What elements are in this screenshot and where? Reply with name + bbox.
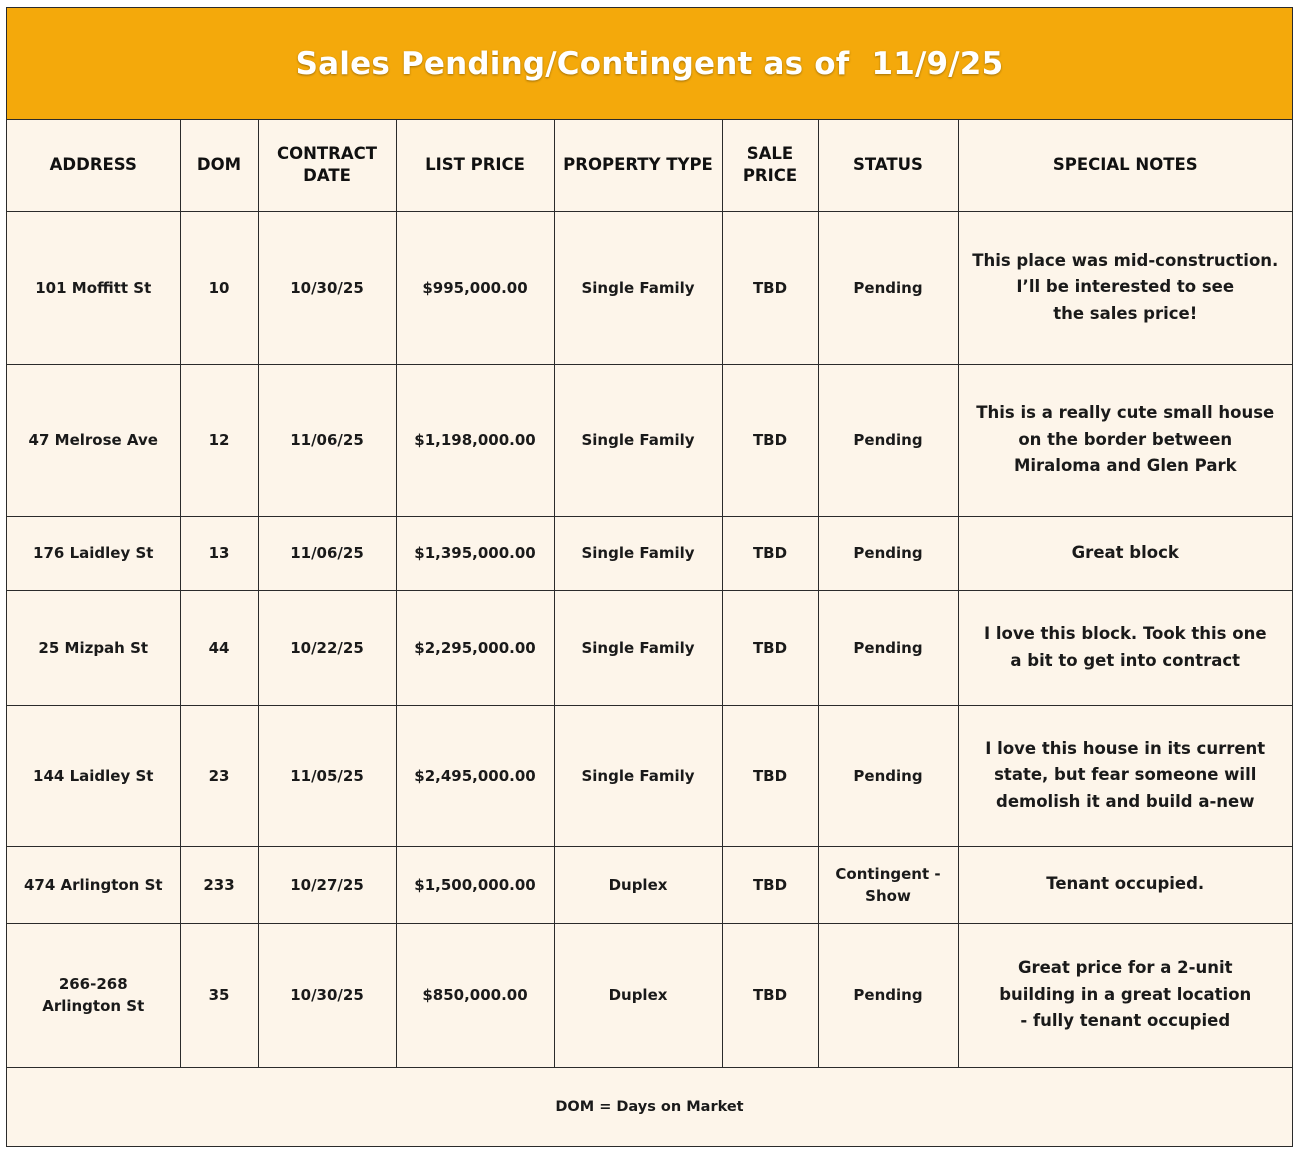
- notes-line: Miraloma and Glen Park: [1013, 456, 1237, 476]
- address-cell: [7, 364, 180, 516]
- column-header-dom: [180, 119, 258, 211]
- property-type-cell: Single Family: [554, 364, 722, 516]
- notes-line: Great price for a 2-unit: [1017, 958, 1233, 978]
- address-cell: [7, 590, 180, 705]
- status-cell: [818, 364, 958, 516]
- notes-line: demolish it and build a-new: [996, 791, 1255, 811]
- notes-cell: [958, 705, 1292, 846]
- status-line: Pending: [853, 278, 923, 297]
- column-header-contract-date-line: DATE: [303, 165, 351, 185]
- column-header-sale-price-line: SALE: [746, 143, 794, 163]
- dom-cell: 44: [180, 590, 258, 705]
- notes-cell: [958, 364, 1292, 516]
- column-header-list-price-line: LIST PRICE: [425, 154, 525, 174]
- contract-date-cell: 11/05/25: [258, 705, 396, 846]
- status-cell: [818, 590, 958, 705]
- status-cell: [818, 705, 958, 846]
- table-row: [7, 923, 1292, 1067]
- property-type-cell: Single Family: [554, 590, 722, 705]
- notes-line: state, but fear someone will: [994, 765, 1257, 785]
- dom-cell: 233: [180, 846, 258, 923]
- notes-cell: [958, 211, 1292, 364]
- property-type-cell: Single Family: [554, 705, 722, 846]
- report-title: Sales Pending/Contingent as of 11/9/25: [295, 45, 1004, 82]
- sale-price-cell: TBD: [722, 364, 818, 516]
- table-row: [7, 211, 1292, 364]
- contract-date-cell: 11/06/25: [258, 364, 396, 516]
- status-cell: [818, 516, 958, 590]
- address-line: 176 Laidley St: [33, 544, 154, 562]
- column-header-address-line: ADDRESS: [49, 154, 137, 174]
- dom-cell: 35: [180, 923, 258, 1067]
- column-header-address: [7, 119, 180, 211]
- notes-line: building in a great location: [999, 984, 1252, 1004]
- list-price-cell: $1,395,000.00: [396, 516, 554, 590]
- address-line: 25 Mizpah St: [38, 638, 149, 657]
- notes-line: This is a really cute small house: [976, 403, 1275, 423]
- title-banner: [7, 8, 1292, 120]
- status-cell: [818, 211, 958, 364]
- sale-price-cell: TBD: [722, 846, 818, 923]
- sale-price-cell: TBD: [722, 923, 818, 1067]
- address-line: 144 Laidley St: [33, 766, 154, 785]
- property-type-cell: Duplex: [554, 923, 722, 1067]
- notes-line: a bit to get into contract: [1010, 650, 1241, 670]
- address-line: 266-268: [58, 975, 128, 993]
- column-header-status: [818, 119, 958, 211]
- sales-report-sheet: [6, 7, 1293, 1147]
- address-cell: [7, 211, 180, 364]
- list-price-cell: $2,495,000.00: [396, 705, 554, 846]
- address-line: 474 Arlington St: [23, 875, 163, 894]
- notes-line: on the border between: [1018, 429, 1233, 449]
- list-price-cell: $1,198,000.00: [396, 364, 554, 516]
- column-header-contract-date: [258, 119, 396, 211]
- list-price-cell: $1,500,000.00: [396, 846, 554, 923]
- property-type-cell: Single Family: [554, 211, 722, 364]
- notes-line: I love this house in its current: [985, 738, 1266, 758]
- notes-cell: [958, 846, 1292, 923]
- column-header-dom-line: DOM: [196, 154, 242, 174]
- sale-price-cell: TBD: [722, 211, 818, 364]
- contract-date-cell: 10/27/25: [258, 846, 396, 923]
- contract-date-cell: 10/22/25: [258, 590, 396, 705]
- contract-date-cell: 10/30/25: [258, 211, 396, 364]
- status-cell: [818, 923, 958, 1067]
- address-cell: [7, 923, 180, 1067]
- status-line: Pending: [853, 431, 923, 449]
- column-header-status-line: STATUS: [853, 154, 923, 174]
- column-header-contract-date-line: CONTRACT: [276, 143, 378, 163]
- list-price-cell: $2,295,000.00: [396, 590, 554, 705]
- address-cell: [7, 516, 180, 590]
- address-line: 47 Melrose Ave: [28, 431, 158, 449]
- notes-line: the sales price!: [1053, 303, 1198, 323]
- dom-cell: 13: [180, 516, 258, 590]
- table-row: [7, 705, 1292, 846]
- dom-cell: 12: [180, 364, 258, 516]
- notes-cell: [958, 923, 1292, 1067]
- table-row: [7, 364, 1292, 516]
- notes-line: I’ll be interested to see: [1016, 277, 1235, 297]
- column-header-special-notes-line: SPECIAL NOTES: [1052, 154, 1198, 174]
- footer-note: [7, 1068, 1292, 1146]
- status-line: Pending: [853, 766, 923, 785]
- address-line: Arlington St: [42, 997, 145, 1015]
- notes-line: This place was mid-construction.: [972, 250, 1279, 270]
- list-price-cell: $850,000.00: [396, 923, 554, 1067]
- table-body: [7, 211, 1292, 1067]
- table-row: [7, 590, 1292, 705]
- column-header-special-notes: [958, 119, 1292, 211]
- status-cell: [818, 846, 958, 923]
- column-header-list-price: [396, 119, 554, 211]
- property-type-cell: Single Family: [554, 516, 722, 590]
- property-type-cell: Duplex: [554, 846, 722, 923]
- dom-cell: 10: [180, 211, 258, 364]
- status-line: Pending: [853, 986, 923, 1004]
- notes-line: Tenant occupied.: [1046, 874, 1205, 894]
- status-line: Pending: [853, 638, 923, 657]
- contract-date-cell: 11/06/25: [258, 516, 396, 590]
- header-row: [7, 119, 1292, 211]
- status-line: Show: [865, 886, 911, 905]
- notes-line: I love this block. Took this one: [983, 624, 1267, 643]
- sale-price-cell: TBD: [722, 590, 818, 705]
- notes-line: - fully tenant occupied: [1020, 1011, 1231, 1031]
- address-line: 101 Moffitt St: [35, 278, 152, 297]
- notes-cell: [958, 516, 1292, 590]
- table-row: [7, 846, 1292, 923]
- sale-price-cell: TBD: [722, 705, 818, 846]
- contract-date-cell: 10/30/25: [258, 923, 396, 1067]
- dom-cell: 23: [180, 705, 258, 846]
- column-header-property-type-line: PROPERTY TYPE: [563, 154, 713, 174]
- status-line: Contingent -: [835, 864, 941, 883]
- address-cell: [7, 705, 180, 846]
- status-line: Pending: [853, 544, 923, 562]
- notes-line: Great block: [1071, 542, 1179, 562]
- sales-table: [7, 119, 1292, 1068]
- column-header-sale-price: [722, 119, 818, 211]
- table-header: [7, 119, 1292, 211]
- column-header-sale-price-line: PRICE: [742, 165, 798, 185]
- address-cell: [7, 846, 180, 923]
- column-header-property-type: [554, 119, 722, 211]
- table-row: [7, 516, 1292, 590]
- footer-text: DOM = Days on Market: [555, 1099, 744, 1115]
- list-price-cell: $995,000.00: [396, 211, 554, 364]
- notes-cell: [958, 590, 1292, 705]
- sale-price-cell: TBD: [722, 516, 818, 590]
